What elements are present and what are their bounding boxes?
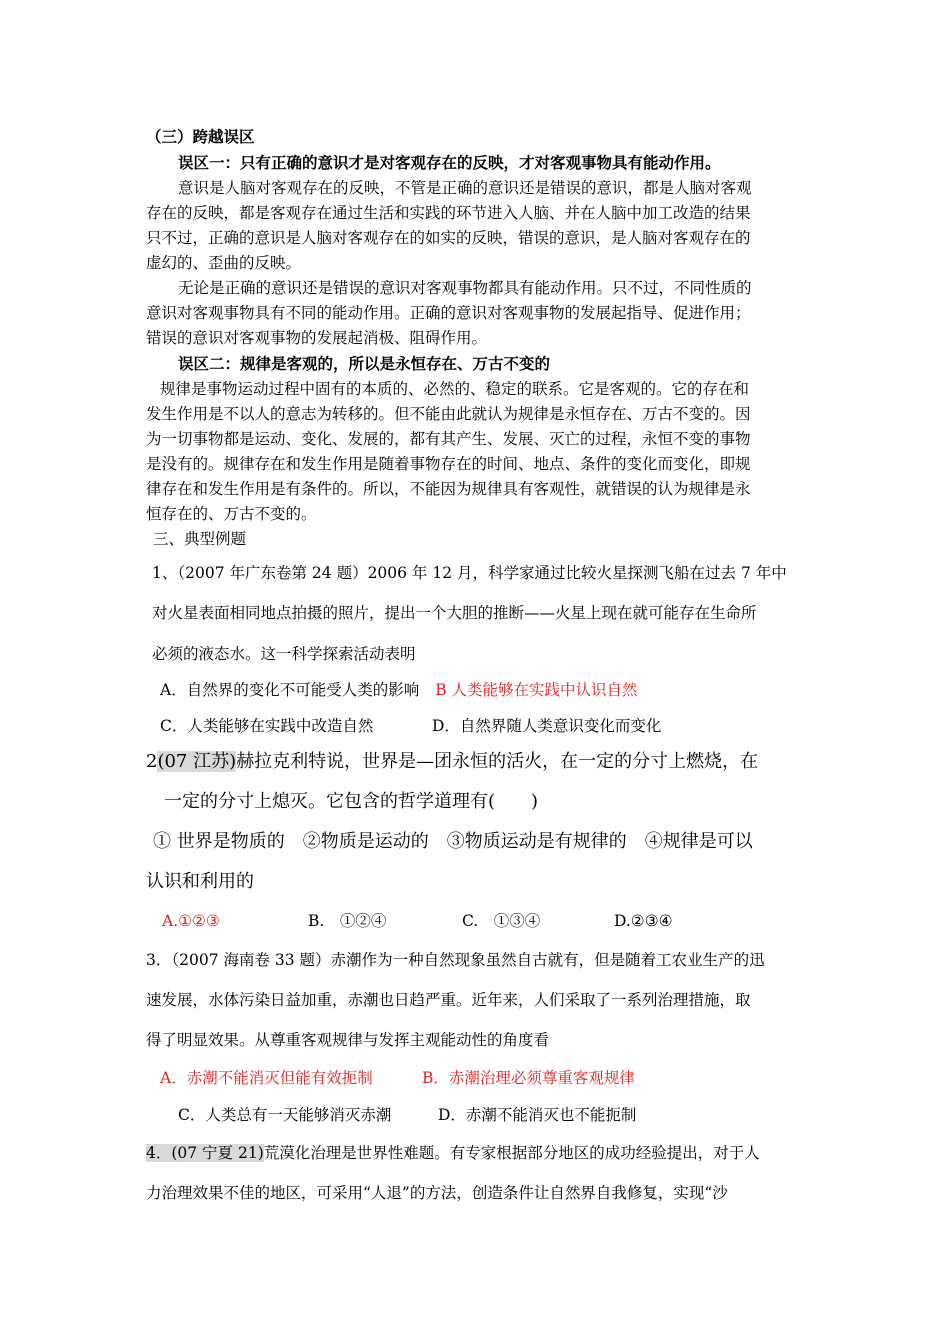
q2-options-row	[162, 911, 673, 931]
q2-option-c: C. ①③④	[462, 912, 541, 930]
paragraph-line: 规律是事物运动过程中固有的本质的、必然的、稳定的联系。它是客观的。它的存在和	[160, 380, 750, 398]
q1-line: 1、（2007 年广东卷第 24 题）2006 年 12 月，科学家通过比较火星探测飞船在过去 7 年中	[152, 564, 787, 582]
q3-options-row-2	[178, 1105, 636, 1125]
q4-text: 荒漠化治理是世界性难题。有专家根据部分地区的成功经验提出，对于人	[263, 1144, 760, 1162]
q3-option-d: D．赤潮不能消灭也不能扼制	[438, 1106, 637, 1124]
q2-number: 2	[146, 751, 158, 772]
paragraph-line: 意识对客观事物具有不同的能动作用。正确的意识对客观事物的发展起指导、促进作用；	[146, 304, 751, 322]
q2-line-1	[146, 752, 758, 772]
paragraph-line: 发生作用是不以人的意志为转移的。但不能由此就认为规律是永恒存在、万古不变的。因	[146, 405, 751, 423]
q2-option-b: B. ①②④	[308, 912, 387, 930]
section-heading: （三）跨越误区	[146, 127, 255, 146]
q2-line-2: 一定的分寸上熄灭。它包含的哲学道理有( )	[164, 791, 539, 812]
q1-option-c: C．人类能够在实践中改造自然	[160, 717, 374, 735]
q2-option-a-answer: A.①②③	[162, 912, 220, 930]
paragraph-line: 存在的反映，都是客观存在通过生活和实践的环节进入人脑、并在人脑中加工改造的结果	[146, 204, 751, 222]
q1-line: 必须的液态水。这一科学探索活动表明	[152, 645, 416, 663]
paragraph-line: 虚幻的、歪曲的反映。	[146, 254, 302, 272]
q1-options-row-1	[160, 680, 638, 700]
q3-option-b-answer: B．赤潮治理必须尊重客观规律	[422, 1069, 635, 1087]
q2-text: 赫拉克利特说，世界是—团永恒的活火，在一定的分寸上燃烧，在	[236, 751, 759, 772]
q1-option-b-answer: B 人类能够在实践中认识自然	[435, 681, 638, 699]
q3-option-c: C．人类总有一天能够消灭赤潮	[178, 1106, 392, 1124]
q1-option-d: D．自然界随人类意识变化而变化	[432, 717, 662, 735]
q2-line-4: 认识和利用的	[146, 871, 254, 892]
q2-option-d: D.②③④	[614, 912, 673, 930]
paragraph-line: 律存在和发生作用是有条件的。所以，不能因为规律具有客观性，就错误的认为规律是永	[146, 480, 751, 498]
q1-option-a: A．自然界的变化不可能受人类的影响	[160, 681, 420, 699]
paragraph-line: 无论是正确的意识还是错误的意识对客观事物都具有能动作用。只不过，不同性质的	[178, 279, 752, 297]
q3-line: 得了明显效果。从尊重客观规律与发挥主观能动性的角度看	[146, 1031, 550, 1049]
paragraph-line: 为一切事物都是运动、变化、发展的，都有其产生、发展、灭亡的过程，永恒不变的事物	[146, 430, 751, 448]
misconception-1-title: 误区一：只有正确的意识才是对客观存在的反映，才对客观事物具有能动作用。	[178, 153, 721, 172]
paragraph-line: 是没有的。规律存在和发生作用是随着事物存在的时间、地点、条件的变化而变化，即规	[146, 455, 751, 473]
q4-line-2: 力治理效果不佳的地区，可采用“人退”的方法，创造条件让自然界自我修复，实现“沙	[146, 1184, 728, 1202]
q1-line: 对火星表面相同地点拍摄的照片，提出一个大胆的推断——火星上现在就可能存在生命所	[152, 604, 757, 622]
q3-option-a-answer: A．赤潮不能消灭但能有效扼制	[160, 1069, 373, 1087]
q4-source-tag: 4．(07 宁夏 21)	[146, 1144, 264, 1162]
paragraph-line: 错误的意识对客观事物的发展起消极、阻碍作用。	[146, 329, 488, 347]
q2-line-3: ① 世界是物质的 ②物质是运动的 ③物质运动是有规律的 ④规律是可以	[153, 831, 753, 852]
q3-line: 3．（2007 海南卷 33 题）赤潮作为一种自然现象虽然自古就有，但是随着工农业生产的迅	[146, 951, 765, 969]
q2-source-tag: (07 江苏)	[157, 751, 237, 772]
q4-line-1	[146, 1143, 760, 1163]
q1-options-row-2	[160, 716, 661, 736]
paragraph-line: 恒存在的、万古不变的。	[146, 505, 317, 523]
q3-line: 速发展，水体污染日益加重，赤潮也日趋严重。近年来，人们采取了一系列治理措施，取	[146, 991, 751, 1009]
q3-options-row-1	[160, 1068, 635, 1088]
examples-heading: 三、典型例题	[153, 530, 247, 548]
paragraph-line: 只不过，正确的意识是人脑对客观存在的如实的反映，错误的意识，是人脑对客观存在的	[146, 229, 751, 247]
paragraph-line: 意识是人脑对客观存在的反映，不管是正确的意识还是错误的意识，都是人脑对客观	[178, 179, 752, 197]
misconception-2-title: 误区二：规律是客观的，所以是永恒存在、万古不变的	[178, 354, 551, 373]
